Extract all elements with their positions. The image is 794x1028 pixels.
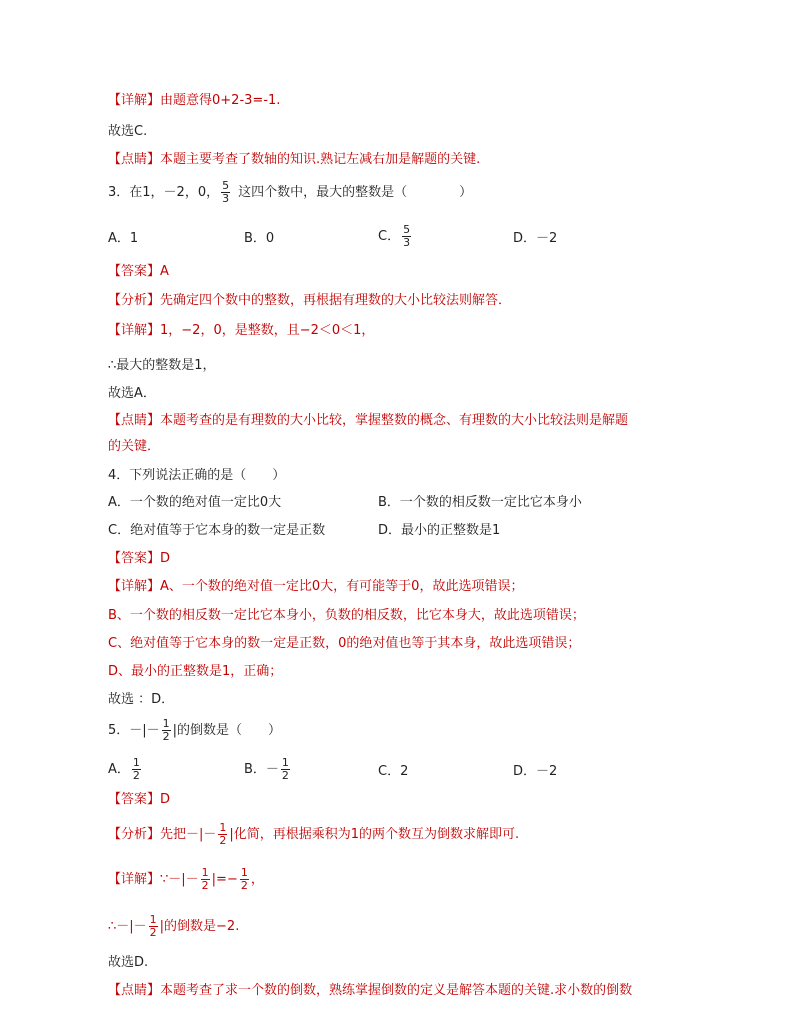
q5-analysis-tag: 【分析】 — [108, 827, 161, 842]
q5-fraction — [162, 718, 171, 743]
q3-analysis-tag: 【分析】 — [108, 293, 161, 308]
q5-remark-text: 本题考查了求一个数的倒数，熟练掌握倒数的定义是解答本题的关键.求小数的倒数 — [160, 983, 633, 998]
q4-detail-4: D、最小的正整数是1，正确； — [108, 664, 283, 679]
q3-choose: 故选A． — [108, 386, 156, 401]
q5-analysis-b: |化简，再根据乘积为1的两个数互为倒数求解即可. — [229, 827, 520, 842]
q5-frac-den: 2 — [162, 730, 170, 743]
q5-remark — [108, 981, 632, 1001]
remark-text: 本题主要考查了数轴的知识.熟记左减右加是解题的关键. — [160, 152, 481, 167]
q5-therefore-a: ∴－|－ — [108, 919, 147, 934]
q4-detail-text1: A、一个数的绝对值一定比0大，有可能等于0，故此选项错误； — [160, 579, 524, 594]
q4-answer-value: D — [160, 551, 171, 566]
q5-stem-a: 5．－|－ — [108, 723, 160, 738]
q4-choose: 故选 ：D． — [108, 692, 175, 707]
q4-option-d: D．最小的正整数是1 — [378, 523, 501, 538]
q4-answer-tag: 【答案】 — [108, 551, 161, 566]
q5-option-b-label: B．－ — [244, 762, 279, 777]
q3-option-a: A．1 — [108, 231, 139, 246]
q5-choose: 故选D. — [108, 955, 149, 970]
q3-option-c-fraction — [402, 224, 411, 249]
q5-detail-tag: 【详解】 — [108, 872, 161, 887]
q5-detail-b: |=− — [211, 872, 238, 887]
q5-detail-a: ∵－|－ — [160, 872, 199, 887]
q4-stem: 4．下列说法正确的是（ ） — [108, 468, 286, 483]
q3-option-c-label: C． — [378, 229, 401, 244]
q5-option-a-den: 2 — [132, 769, 140, 782]
q5-option-a-num: 1 — [132, 756, 140, 769]
q5-therefore-num: 1 — [149, 913, 157, 926]
q4-detail-1 — [108, 577, 523, 597]
q3-detail-tag: 【详解】 — [108, 323, 161, 338]
q5-answer-tag: 【答案】 — [108, 792, 161, 807]
q3-option-c-den: 3 — [403, 236, 411, 249]
q5-answer — [108, 790, 170, 810]
q3-detail — [108, 321, 374, 341]
q4-option-a: A．一个数的绝对值一定比0大 — [108, 495, 282, 510]
q3-fraction — [221, 180, 230, 205]
q5-analysis-a: 先把－|－ — [160, 827, 217, 842]
q3-frac-num: 5 — [222, 179, 230, 192]
q3-answer-tag: 【答案】 — [108, 264, 161, 279]
q4-answer — [108, 549, 170, 569]
q5-analysis — [108, 822, 519, 847]
q3-analysis — [108, 291, 511, 311]
q5-option-c: C．2 — [378, 764, 409, 779]
q4-option-b: B．一个数的相反数一定比它本身小 — [378, 495, 582, 510]
q3-option-d: D．－2 — [513, 231, 558, 246]
q3-option-b: B．0 — [244, 231, 275, 246]
q5-detail-num2: 1 — [240, 866, 248, 879]
q3-answer — [108, 262, 169, 282]
q3-stem — [108, 180, 472, 205]
q5-detail-c: ， — [250, 872, 264, 887]
q4-detail-3: C、绝对值等于它本身的数一定是正数，0的绝对值也等于其本身，故此选项错误； — [108, 636, 581, 651]
detail-line — [108, 91, 280, 111]
q3-remark-text2: 的关键． — [108, 439, 161, 454]
q4-detail-tag: 【详解】 — [108, 579, 161, 594]
q4-option-c: C．绝对值等于它本身的数一定是正数 — [108, 523, 326, 538]
q5-option-a — [108, 757, 143, 782]
q5-analysis-den: 2 — [219, 834, 227, 847]
q3-analysis-text: 先确定四个数中的整数，再根据有理数的大小比较法则解答． — [160, 293, 512, 308]
q3-option-c — [378, 224, 413, 249]
q4-detail-2: B、一个数的相反数一定比它本身小，负数的相反数，比它本身大，故此选项错误； — [108, 608, 585, 623]
q5-detail-den1: 2 — [201, 879, 209, 892]
q5-detail-den2: 2 — [240, 879, 248, 892]
q3-remark-text1: 本题考查的是有理数的大小比较，掌握整数的概念、有理数的大小比较法则是解题 — [160, 413, 629, 428]
q5-therefore-fraction — [149, 914, 158, 939]
q3-answer-value: A — [160, 264, 169, 279]
q5-stem — [108, 718, 281, 743]
q5-stem-b: |的倒数是（ ） — [172, 723, 282, 738]
q3-option-c-num: 5 — [403, 223, 411, 236]
q5-detail — [108, 867, 264, 892]
remark-line — [108, 150, 480, 170]
q3-frac-den: 3 — [222, 192, 230, 205]
q3-remark — [108, 411, 628, 431]
detail-text: 由题意得0+2-3=-1. — [160, 93, 281, 108]
q5-option-a-fraction — [132, 757, 141, 782]
detail-tag: 【详解】 — [108, 93, 161, 108]
q3-remark-tag: 【点睛】 — [108, 413, 161, 428]
q3-detail-text: 1，−2，0，是整数，且−2＜0＜1， — [160, 323, 375, 338]
q5-option-b-fraction — [281, 757, 290, 782]
q5-detail-fraction-1 — [201, 867, 210, 892]
q5-option-b-den: 2 — [281, 769, 289, 782]
q5-remark-tag: 【点睛】 — [108, 983, 161, 998]
q5-detail-fraction-2 — [240, 867, 249, 892]
q5-option-b — [244, 757, 292, 782]
q3-stem-b: 这四个数中，最大的整数是（ ） — [238, 185, 473, 200]
remark-tag: 【点睛】 — [108, 152, 161, 167]
q5-option-a-label: A． — [108, 762, 130, 777]
q5-option-b-num: 1 — [281, 756, 289, 769]
choice-line: 故选C. — [108, 124, 148, 139]
q5-therefore — [108, 914, 239, 939]
q5-therefore-den: 2 — [149, 926, 157, 939]
q5-answer-value: D — [160, 792, 171, 807]
q5-analysis-fraction — [218, 822, 227, 847]
q5-detail-num1: 1 — [201, 866, 209, 879]
q3-therefore: ∴最大的整数是1， — [108, 358, 216, 373]
q5-frac-num: 1 — [162, 717, 170, 730]
q5-option-d: D．－2 — [513, 764, 558, 779]
q5-analysis-num: 1 — [219, 821, 227, 834]
q5-therefore-b: |的倒数是−2. — [159, 919, 240, 934]
q3-stem-a: 3．在1，－2，0， — [108, 185, 220, 200]
